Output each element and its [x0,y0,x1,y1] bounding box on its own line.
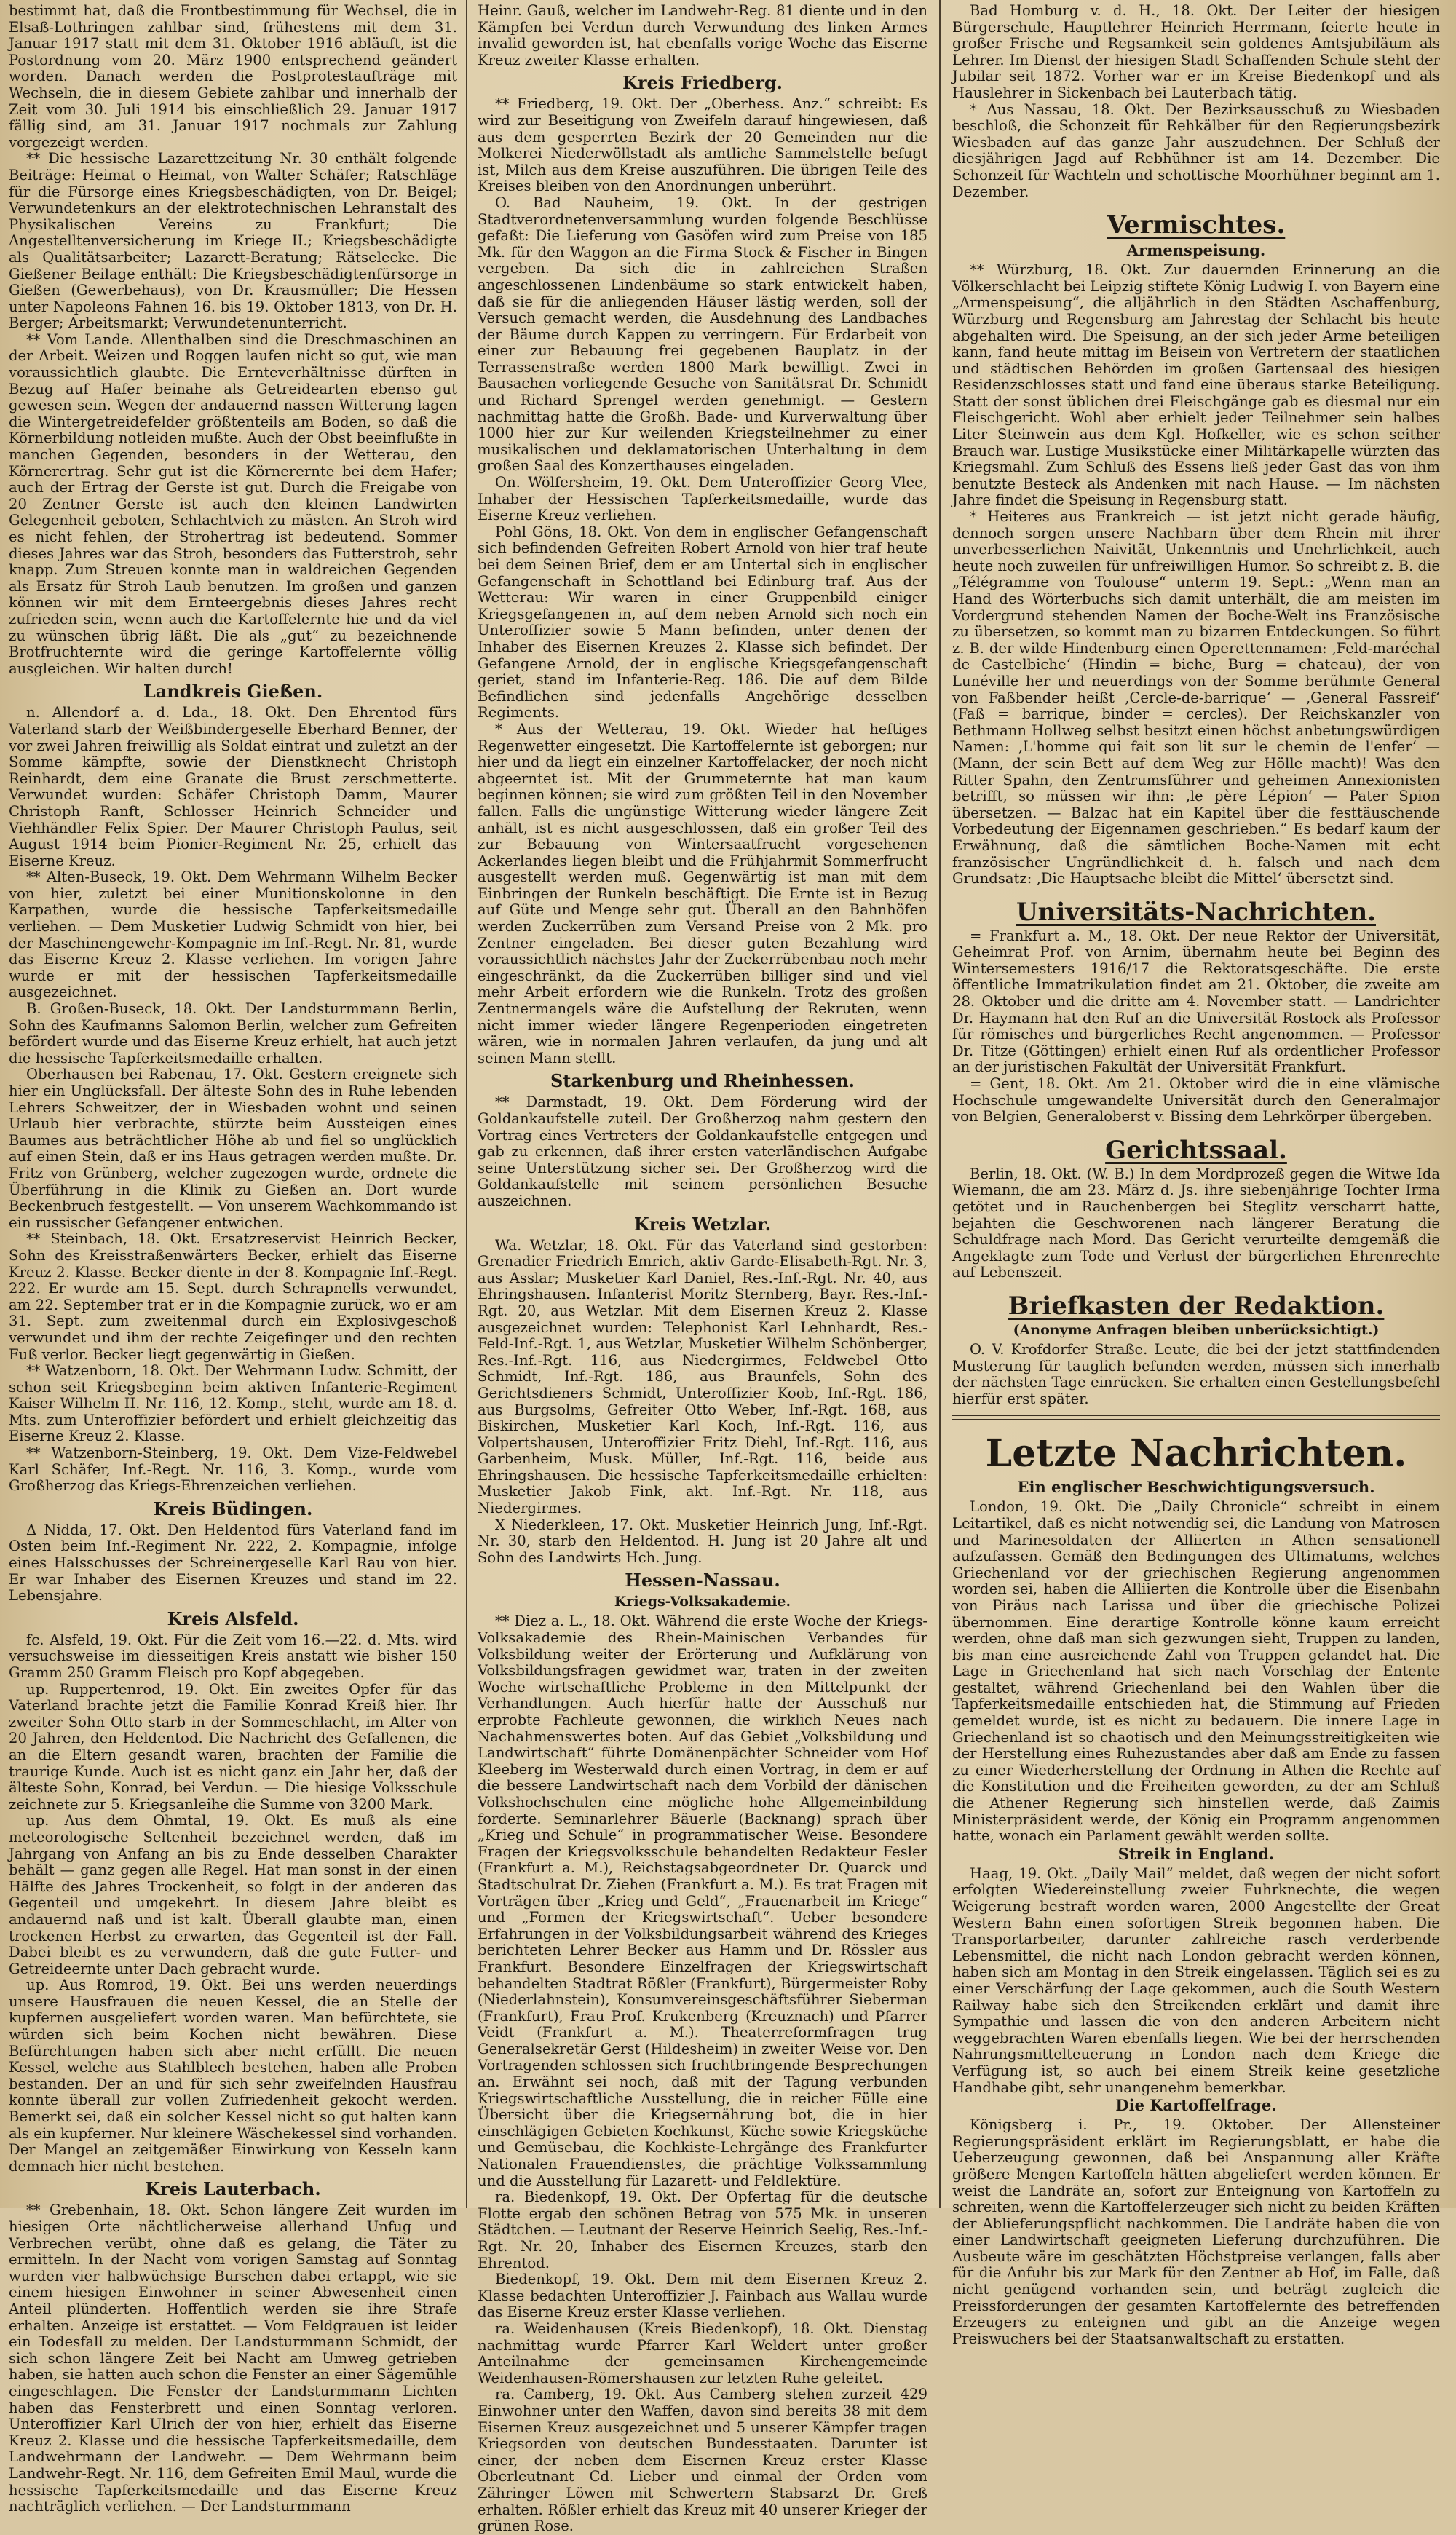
subheading-streik-england: Streik in England. [1117,1844,1275,1863]
column-2 [470,0,935,2535]
article-postprotest: bestimmt hat, daß die Frontbestimmung für Wechsel, die in Elsaß-Lothringen zahlbar sind, frühestens mit dem 31. Januar 1917 statt mit dem 31. Oktober 1916 abläuft, ist die Postordnung vom 20. März 1900 entsprechend geändert worden. Danach werden die Postprotestaufträge mit Wechseln, die in diesem Gebiete zahlbar und innerhalb der Zeit vom 30. Juli 1914 bis einschließlich 29. Januar 1917 fällig sind, am 31. Januar 1917 nochmals zur Zahlung vorgezeigt werden. [9,2,457,151]
article-gauss: Heinr. Gauß, welcher im Landwehr-Reg. 81 diente und in den Kämpfen bei Verdun durch Verwundung des linken Armes invalid geworden ist, hat ebenfalls vorige Woche das Eiserne Kreuz zweiter Klasse erhalten. [478,2,927,68]
article-alten-buseck: ** Alten-Buseck, 19. Okt. Dem Wehrmann Wilhelm Becker von hier, zuletzt bei einer Munitionskolonne in den Karpathen, wurde die hessische Tapferkeitsmedaille verliehen. — Dem Musketier Ludwig Schmidt von hier, bei der Maschinengewehr-Kompagnie im Inf.-Regt. Nr. 81, wurde das Eiserne Kreuz 2. Klasse verliehen. Im vorigen Jahre wurde er mit der hessischen Tapferkeitsmedaille ausgezeichnet. [9,869,457,1001]
column-rule [939,0,941,2208]
article-alsfeld: fc. Alsfeld, 19. Okt. Für die Zeit vom 16.—22. d. Mts. wird versuchsweise im diesseitigen Kreis anstatt wie bisher 150 Gramm 250 Gramm Fleisch pro Kopf abgegeben. [9,1631,457,1681]
article-weidenhausen: ra. Weidenhausen (Kreis Biedenkopf), 18. Okt. Dienstag nachmittag wurde Pfarrer Karl Weldert unter großer Anteilnahme der gemeinsamen Kirchengemeinde Weidenhausen-Römershausen zur letzten Ruhe geleitet. [478,2320,927,2386]
article-ohmtal: up. Aus dem Ohmtal, 19. Okt. Es muß als eine meteorologische Seltenheit bezeichnet werden, daß im Jahrgang von Anfang an bis zu Ende desselben Charakter behält — ganz gegen alle Regel. Hat man sonst in der einen Hälfte des Jahres Trockenheit, so folgt in der anderen das Gegenteil und umgekehrt. In diesem Jahre bleibt es andauernd naß und ist kalt. Überall glaubte man, einen trockenen Herbst zu erwarten, das Gegenteil ist der Fall. Dabei bleibt es zu verwundern, daß die gute Futter- und Getreideernte unter Dach gebracht wurde. [9,1812,457,1977]
article-bad-nauheim: O. Bad Nauheim, 19. Okt. In der gestrigen Stadtverordnetenversammlung wurden folgende Beschlüsse gefaßt: Die Lieferung von Gasöfen wird zum Preise von 185 Mk. für den Waggon an die Firma Stock & Fischer in Bingen vergeben. Da sich die in zahlreichen Straßen angeschlossenen Lindenbäume so stark entwickelt haben, daß sie für die anliegenden Häuser lästig werden, soll der Versuch gemacht werden, die Ausdehnung des Landbaches der Bäume durch Kappen zu verringern. Für Erdarbeit von einer zur Bebauung frei gegebenen Bauplatz in der Terrassenstraße werden 1800 Mark bewilligt. Zwei in Bausachen vorliegende Gesuche von Sanitätsrat Dr. Schmidt und Richard Sprengel werden genehmigt. — Gestern nachmittag hatte die Großh. Bade- und Kurverwaltung über 1000 hier zur Kur weilenden Kriegsteilnehmer zu einer musikalischen und deklamatorischen Unterhaltung in dem großen Saal des Konzerthauses eingeladen. [478,194,927,475]
column-3 [943,0,1446,2347]
section-heading-hessen-nassau: Hessen-Nassau. [625,1570,780,1591]
article-bad-homburg: Bad Homburg v. d. H., 18. Okt. Der Leiter der hiesigen Bürgerschule, Hauptlehrer Heinrich Herrmann, feierte heute in großer Frische und Regsamkeit sein goldenes Amtsjubiläum als Lehrer. Im Dienst der hiesigen Stadt Schaffenden Schule steht der Jubilar seit 1872. Vorher war er im Kreise Biedenkopf und als Hauslehrer in Sickenbach bei Lauterbach tätig. [952,2,1440,101]
article-allendorf: n. Allendorf a. d. Lda., 18. Okt. Den Ehrentod fürs Vaterland starb der Weißbindergeselle Eberhard Benner, der vor zwei Jahren freiwillig als Soldat eintrat und zuletzt an der Somme kämpfte, sowie der Dienstknecht Christoph Reinhardt, dem eine Granate die Brust zerschmetterte. Verwundet wurden: Schäfer Christoph Damm, Maurer Christoph Ranft, Schlosser Heinrich Schneider und Viehhändler Felix Spier. Der Maurer Christoph Paulus, seit August 1914 beim Pionier-Regiment Nr. 25, erhielt das Eiserne Kreuz. [9,704,457,869]
section-heading-briefkasten: Briefkasten der Redaktion. [1008,1291,1385,1321]
subheading-armenspeisung: Armenspeisung. [1126,241,1266,260]
article-berlin-mordprozess: Berlin, 18. Okt. (W. B.) In dem Mordprozeß gegen die Witwe Ida Wiemann, die am 23. März d. Js. ihre siebenjährige Tochter Irma getötet und in Rauchenbergen bei Steglitz verscharrt hatte, bejahten die Geschworenen nach längerer Beratung die Schuldfrage nach Mord. Das Gericht verurteilte demgemäß die Angeklagte zum Tode und Verlust der bürgerlichen Ehrenrechte auf Lebenszeit. [952,1165,1440,1281]
article-steinbach: ** Steinbach, 18. Okt. Ersatzreservist Heinrich Becker, Sohn des Kreisstraßenwärters Becker, erhielt das Eiserne Kreuz 2. Klasse. Becker diente in der 8. Kompagnie Inf.-Regt. 222. Er wurde am 15. Sept. durch Schrapnells verwundet, am 22. September trat er in die Kompagnie zurück, wo er am 31. Sept. zum zweitenmal durch ein Explosivgeschoß verwundet und ihm der rechte Zeigefinger und den rechten Fuß verlor. Becker liegt gegenwärtig in Gießen. [9,1230,457,1363]
article-wetzlar: Wa. Wetzlar, 18. Okt. Für das Vaterland sind gestorben: Grenadier Friedrich Emrich, aktiv Garde-Elisabeth-Rgt. Nr. 3, aus Asslar; Musketier Karl Daniel, Res.-Inf.-Rgt. Nr. 40, aus Ehringshausen. Infanterist Moritz Sternberg, Bayr. Res.-Inf.-Rgt. 20, aus Wetzlar. Mit dem Eisernen Kreuz 2. Klasse ausgezeichnet wurden: Telephonist Karl Lehnhardt, Res.-Feld-Inf.-Rgt. 1, aus Wetzlar, Musketier Wilhelm Schönberger, Res.-Inf.-Rgt. 116, aus Niedergirmes, Feldwebel Otto Schmidt, Inf.-Rgt. 186, aus Braunfels, Sohn des Gerichtsdieners Schmidt, Unteroffizier Koob, Inf.-Rgt. 186, aus Burgsolms, Gefreiter Otto Weber, Inf.-Rgt. 168, aus Biskirchen, Musketier Karl Koch, Inf.-Rgt. 116, aus Volpertshausen, Unteroffizier Fritz Diehl, Inf.-Rgt. 116, aus Garbenheim, Musk. Müller, Inf.-Rgt. 116, beide aus Ehringshausen. Die hessische Tapferkeitsmedaille erhielten: Musketier Jakob Fink, akt. Inf.-Rgt. Nr. 118, aus Niedergirmes. [478,1236,927,1517]
article-vom-lande: ** Vom Lande. Allenthalben sind die Dreschmaschinen an der Arbeit. Weizen und Roggen laufen nicht so gut, wie man voraussichtlich glaubte. Die Ernteverhältnisse dürften in Bezug auf Hafer beinahe als Getreidearten ebenso gut gewesen sein. Wegen der andauernd nassen Witterung lagen die Wintergetreidefelder größtenteils am Boden, so daß die Körnerbildung notleiden mußte. Auch der Obst beeinflußte in manchen Gegenden, besonders in der Wetterau, den Körnerertrag. Sehr gut ist die Körnerernte bei dem Hafer; auch der Ertrag der Gerste ist gut. Durch die Freigabe von 20 Zentner Gerste ist auch den kleinen Landwirten Gelegenheit geboten, Schlachtvieh zu mästen. An Stroh wird es nicht fehlen, der Strohertrag ist bedeutend. Sommer dieses Jahres war das Stroh, besonders das Futterstroh, sehr knapp. Zum Streuen konnte man in waldreichen Gegenden als Ersatz für Stroh Laub benutzen. Im großen und ganzen können wir mit dem Ernteergebnis dieses Jahres recht zufrieden sein, wenn auch die Kartoffelernte hie und da viel zu wünschen übrig läßt. Die als „gut“ zu bezeichnende Brotfruchternte wird die geringe Kartoffelernte völlig ausgleichen. Wir halten durch! [9,331,457,677]
article-biedenkopf-flotte: ra. Biedenkopf, 19. Okt. Der Opfertag für die deutsche Flotte ergab den schönen Betrag von 575 Mk. in unseren Städtchen. — Leutnant der Reserve Heinrich Seelig, Res.-Inf.-Rgt. Nr. 20, Inhaber des Eisernen Kreuzes, starb den Ehrentod. [478,2188,927,2271]
article-darmstadt: ** Darmstadt, 19. Okt. Dem Förderung wird der Goldankaufstelle zuteil. Der Großherzog nahm gestern den Vortrag eines Vertreters der Goldankaufstelle entgegen und gab zu erkennen, daß ihrer ersten vaterländischen Aufgabe seine Unterstützung sicher sei. Der Großherzog wird die Goldankaufstelle mit seinem persönlichen Besuche auszeichnen. [478,1094,927,1209]
article-nidda: Δ Nidda, 17. Okt. Den Heldentod fürs Vaterland fand im Osten beim Inf.-Regiment Nr. 222, 2. Kompagnie, infolge eines Halsschusses der Schreinergeselle Karl Rau von hier. Er war Inhaber des Eisernen Kreuzes und stand im 22. Lebensjahre. [9,1521,457,1605]
article-friedberg: ** Friedberg, 19. Okt. Der „Oberhess. Anz.“ schreibt: Es wird zur Beseitigung von Zweifeln darauf hingewiesen, daß aus dem gesperrten Bezirk der 20 Gemeinden nur die Molkerei Niederwöllstadt als amtliche Sammelstelle befugt ist, Milch aus dem Kreise auszuführen. Die übrigen Teile des Kreises bleiben von den Anordnungen unberührt. [478,95,927,195]
subheading-kriegs-volksakademie: Kriegs-Volksakademie. [614,1594,791,1610]
article-camberg: ra. Camberg, 19. Okt. Aus Camberg stehen zurzeit 429 Einwohner unter den Waffen, davon sind bereits 38 mit dem Eisernen Kreuz ausgezeichnet und 5 unserer Kämpfer tragen Kriegsorden von deutschen Bundesstaaten. Darunter ist einer, der neben dem Eisernen Kreuz erster Klasse Oberleutnant Cd. Lieber und einmal der Orden vom Zähringer Löwen mit Schwertern Stabsarzt Dr. Greß erhalten. Rößler erhielt das Kreuz mit 40 unserer Krieger der grünen Rose. [478,2386,927,2535]
article-grossen-buseck: B. Großen-Buseck, 18. Okt. Der Landsturmmann Berlin, Sohn des Kaufmanns Salomon Berlin, welcher zum Gefreiten befördert wurde und das Eiserne Kreuz erhielt, hat auch jetzt die hessische Tapferkeitsmedaille erhalten. [9,1000,457,1067]
divider [952,1415,1440,1420]
section-heading-starkenburg: Starkenburg und Rheinhessen. [550,1070,855,1092]
column-rule [466,0,467,2208]
article-frankfurt-universitaet: = Frankfurt a. M., 18. Okt. Der neue Rektor der Universität, Geheimrat Prof. von Arnim, übernahm heute bei Beginn des Wintersemesters 1916/17 die Rektoratsgeschäfte. Die erste öffentliche Immatrikulation findet am 21. Oktober, die zweite am 28. Oktober und die dritte am 4. November statt. — Landrichter Dr. Haymann hat den Ruf an die Universität Rostock als Professor für römisches und bürgerliches Recht angenommen. — Professor Dr. Titze (Göttingen) erhielt einen Ruf als ordentlicher Professor an der juristischen Fakultät der Universität Frankfurt. [952,927,1440,1076]
article-haag: Haag, 19. Okt. „Daily Mail“ meldet, daß wegen der nicht sofort erfolgten Wiedereinstellung zweier Fuhrknechte, die wegen Weigerung bestraft worden waren, 2000 Angestellte der Great Western Bahn einen sofortigen Streik begonnen haben. Die Transportarbeiter, darunter zahlreiche rasch verderbende Lebensmittel, die nicht nach London gebracht werden können, haben sich am Montag in den Streik eingelassen. Täglich sei es zu einer Verschärfung der Lage gekommen, auch die South Western Railway habe sich den Streikenden erklärt und damit ihre Sympathie und lassen die von den anderen Arbeitern nicht weggebrachten Waren ebenfalls liegen. Wie bei der herrschenden Nahrungsmittelteuerung in London nach dem Kriege die Verfügung ist, so auch bei einem Streik keine gesetzliche Handhabe gibt, sehr unangenehm bemerkbar. [952,1864,1440,2096]
article-watzenborn: ** Watzenborn, 18. Okt. Der Wehrmann Ludw. Schmitt, der schon seit Kriegsbeginn beim aktiven Infanterie-Regiment Kaiser Wilhelm II. Nr. 116, 12. Komp., steht, wurde am 18. d. Mts. zum Unteroffizier befördert und erhielt gleichzeitig das Eiserne Kreuz 2. Klasse. [9,1362,457,1445]
section-heading-giessen: Landkreis Gießen. [143,681,323,703]
article-gent: = Gent, 18. Okt. Am 21. Oktober wird die in eine vlämische Hochschule umgewandelte Universität durch den Generalmajor von Belgien, Generaloberst v. Bissing dem Lehrkörper übergeben. [952,1075,1440,1126]
section-heading-lauterbach: Kreis Lauterbach. [145,2178,321,2200]
article-watzenborn-steinberg: ** Watzenborn-Steinberg, 19. Okt. Dem Vize-Feldwebel Karl Schäfer, Inf.-Regt. Nr. 116, 3. Komp., wurde vom Großherzog das Kriegs-Ehrenzeichen verliehen. [9,1444,457,1495]
section-heading-universitaet: Universitäts-Nachrichten. [1016,897,1376,927]
article-niederkleen: X Niederkleen, 17. Okt. Musketier Heinrich Jung, Inf.-Rgt. Nr. 30, starb den Heldentod. H. Jung ist 20 Jahre alt und Sohn des Landwirts Hch. Jung. [478,1516,927,1566]
article-wuerzburg: ** Würzburg, 18. Okt. Zur dauernden Erinnerung an die Völkerschlacht bei Leipzig stiftete König Ludwig I. von Bayern eine „Armenspeisung“, die alljährlich in den Städten Aschaffenburg, Würzburg und Regensburg am Jahrestag der Schlacht bis heute abgehalten wird. Die Speisung, an der sich jeder Arme beteiligen kann, fand heute mittag im Beisein von Vertretern der staatlichen und städtischen Behörden im großen Gartensaal des hiesigen Residenzschlosses statt und fand eine überaus starke Beteiligung. Statt der sonst üblichen drei Fleischgänge gab es diesmal nur ein Fleischgericht. Wohl aber erhielt jeder Teilnehmer sein halbes Liter Steinwein aus dem Kgl. Hofkeller, wie es schon seither Brauch war. Lustige Musikstücke einer Militärkapelle würzten das Kriegsmahl. Zum Schluß des Essens ließ jeder Gast das von ihm benutzte Besteck als Andenken mit nach Hause. — Im nächsten Jahre findet die Speisung in Regensburg statt. [952,261,1440,509]
section-heading-letzte-nachrichten: Letzte Nachrichten. [985,1431,1407,1476]
column-1 [0,0,463,2515]
section-heading-gerichtssaal: Gerichtssaal. [1105,1135,1287,1165]
article-diez: ** Diez a. L., 18. Okt. Während die erste Woche der Kriegs-Volksakademie des Rhein-Mainischen Verbandes für Volksbildung weiter der Erörterung und Aufklärung von Volksbildungsfragen gewidmet war, traten in der zweiten Woche wirtschaftliche Probleme in den Mittelpunkt der Verhandlungen. Auch hierfür hatte der Ausschuß nur erprobte Fachleute gewonnen, die wirklich Neues nach Nachahmenswertes boten. Auf das Gebiet „Volksbildung und Landwirtschaft“ führte Domänenpächter Schneider vom Hof Kleeberg im Westerwald durch einen Vortrag, in dem er auf die bessere Landwirtschaft nach dem Vorbild der dänischen Volkshochschulen eine mögliche hohe Allgemeinbildung forderte. Seminarlehrer Bäuerle (Backnang) sprach über „Krieg und Schule“ in programmatischer Weise. Besondere Fragen der Kriegsvolksschule behandelten Redakteur Fesler (Frankfurt a. M.), Reichstagsabgeordneter Dr. Quarck und Stadtschulrat Dr. Ziehen (Frankfurt a. M.). Es trat Fragen mit Vorträgen über „Krieg und Geld“, „Frauenarbeit im Kriege“ und „Formen der Kriegswirtschaft“. Ueber besondere Erfahrungen in der Volksbildungsarbeit während des Krieges berichteten Lehrer Becker aus Hamm und Dr. Rössler aus Frankfurt. Besondere Einzelfragen der Kriegswirtschaft behandelten Stadtrat Rößler (Frankfurt), Bürgermeister Roby (Niederlahnstein), Konsumvereinsgeschäftsführer Sieberman (Frankfurt), Frau Prof. Krukenberg (Kreuznach) und Pfarrer Veidt (Frankfurt a. M.). Theaterreformfragen trug Generalsekretär Gerst (Hildesheim) in zweiter Weise vor. Den Vortragenden schlossen sich fruchtbringende Besprechungen an. Erwähnt sei noch, daß mit der Tagung verbunden Kriegswirtschaftliche Ausstellung, die in reicher Fülle eine Übersicht über die Kriegsernährung bot, die in hier einschlägigen Gebieten Kochkunst, Küche sowie Kriegsküche und Gemüsebau, die Kochkiste-Lehrgänge des Frankfurter Nationalen Frauendienstes, die prächtige Volkssammlung und die Ausstellung für Lazarett- und Feldlektüre. [478,1613,927,2189]
article-ruppertenrod: up. Ruppertenrod, 19. Okt. Ein zweites Opfer für das Vaterland brachte jetzt die Familie Konrad Kreiß hier. Ihr zweiter Sohn Otto starb in der Sommeschlacht, im Alter von 20 Jahren, den Heldentod. Die Nachricht des Gefallenen, die an die Eltern gesandt waren, brachten der Familie die traurige Kunde. Auch ist es nicht ganz ein Jahr her, daß der älteste Sohn, Konrad, bei Verdun. — Die hiesige Volksschule zeichnete zur 5. Kriegsanleihe die Summe von 3200 Mark. [9,1680,457,1813]
article-heiteres-frankreich: * Heiteres aus Frankreich — ist jetzt nicht gerade häufig, dennoch sorgen unsere Nachbarn über dem Rhein mit ihrer unverbesserlichen Naivität, Unkenntnis und Unehrlichkeit, auch heute noch zuweilen für unfreiwilligen Humor. So schreibt z. B. die „Télégramme von Toulouse“ unterm 19. Sept.: „Wenn man an Hand des Wörterbuchs sich damit unterhält, die am meisten im Vordergrund stehenden Namen der Boche-Welt ins Französische zu übersetzen, so kommt man zu bizarren Entdeckungen. So führt z. B. der wilde Hindenburg einen Operettennamen: ‚Feld-maréchal de Castelbiche‘ (Hindin = biche, Burg = chateau), der von Lunéville her und neuerdings von der Somme berühmte General von Faßbender heißt ‚Cercle-de-barrique‘ — ‚General Fassreif‘ (Faß = barrique, binder = cercles). Der Reichskanzler von Bethmann Hollweg selbst besitzt einen höchst anbetungswürdigen Namen: ‚L'homme qui fait son lit sur le chemin de l'enfer‘ — (Mann, der sein Bett auf dem Weg zur Hölle macht)! Was den Ritter Spahn, den Zentrumsführer und geheimen Annexionisten betrifft, so müssen wir ihn: ‚le père Lépion‘ — Pater Spion übersetzen. — Balzac hat ein Kapitel über die festtäuschende Vorbedeutung der Eigennamen geschrieben.“ Es bedarf kaum der Erwähnung, daß die sämtlichen Boche-Namen mit echt französischer Ungründlichkeit d. h. falsch und nach dem Grundsatz: ‚Die Hauptsache bleibt die Mittel‘ übersetzt sind. [952,508,1440,887]
article-aus-nassau: * Aus Nassau, 18. Okt. Der Bezirksausschuß zu Wiesbaden beschloß, die Schonzeit für Rehkälber für den Regierungsbezirk Wiesbaden auf das ganze Jahr auszudehnen. Der Schluß der diesjährigen Jagd auf Rebhühner ist am 14. Dezember. Die Schonzeit für Wachteln und schottische Moorhühner beginnt am 1. Dezember. [952,100,1440,200]
subheading-kartoffelfrage: Die Kartoffelfrage. [1115,2096,1277,2115]
article-briefkasten-antwort: O. V. Krofdorfer Straße. Leute, die bei der jetzt stattfindenden Musterung für tauglich befunden werden, müssen sich innerhalb der nächsten Tage einrücken. Sie erhalten einen Gestellungsbefehl hierfür erst später. [952,1340,1440,1407]
section-heading-vermischtes: Vermischtes. [1107,210,1286,240]
article-grebenhain: ** Grebenhain, 18. Okt. Schon längere Zeit wurden im hiesigen Orte nächtlicherweise allerhand Unfug und Verbrechen verübt, ohne daß es gelang, die Täter zu ermitteln. In der Nacht vom vorigen Samstag auf Sonntag wurden vier halbwüchsige Burschen dabei ertappt, wie sie einem hiesigen Einwohner in seiner Abwesenheit einen Anteil plünderten. Hoffentlich werden sie ihre Strafe erhalten. Anzeige ist erstattet. — Vom Feldgrauen ist leider ein Todesfall zu melden. Der Landsturmmann Schmidt, der sich schon längere Zeit bei Nacht am Umweg getrieben haben, sie hatten auch schon die Fenster an einer Sägemühle eingeschlagen. Die Fenster der Landsturmmann Lichten haben das Fensterbrett und einen Sonntag verloren. Unteroffizier Karl Ulrich der von hier, erhielt das Eiserne Kreuz 2. Klasse und die hessische Tapferkeitsmedaille, dem Landwehrmann der Landwehr. — Dem Wehrmann beim Landwehr-Regt. Nr. 116, dem Gefreiten Emil Maul, wurde die hessische Tapferkeitsmedaille und das Eiserne Kreuz nachträglich verliehen. — Der Landsturmmann [9,2202,457,2515]
article-romrod: up. Aus Romrod, 19. Okt. Bei uns werden neuerdings unsere Hausfrauen die neuen Kessel, die an Stelle der kupfernen ausgeliefert worden waren. Man befürchtete, sie würden sich beim Kochen nicht bewähren. Diese Befürchtungen haben sich aber nicht erfüllt. Die neuen Kessel, welche aus Stahlblech bestehen, haben alle Proben bestanden. Der an und für sich sehr zweifelnden Hausfrau konnte überall zur vollen Zufriedenheit gekocht werden. Bemerkt sei, daß ein solcher Kessel nicht so gut halten kann als ein kupferner. Nur kleinere Wäschekessel sind vorhanden. Der Mangel an zeitgemäßer Einwirkung von Kesseln kann demnach hier nicht bestehen. [9,1977,457,2175]
article-biedenkopf-kreuz: Biedenkopf, 19. Okt. Dem mit dem Eisernen Kreuz 2. Klasse bedachten Unteroffizier J. Fainbach aus Wallau wurde das Eiserne Kreuz erster Klasse verliehen. [478,2271,927,2321]
section-heading-friedberg: Kreis Friedberg. [622,72,783,94]
subheading-englischer-beschwichtigungsversuch: Ein englischer Beschwichtigungsversuch. [1017,1478,1375,1497]
subheading-anonyme-anfragen: (Anonyme Anfragen bleiben unberücksichtigt.) [1013,1321,1380,1338]
section-heading-alsfeld: Kreis Alsfeld. [167,1607,299,1629]
article-woelfersheim: On. Wölfersheim, 19. Okt. Dem Unteroffizier Georg Vlee, Inhaber der Hessischen Tapferkeitsmedaille, wurde das Eiserne Kreuz verliehen. [478,474,927,524]
article-pohl-goens: Pohl Göns, 18. Okt. Von dem in englischer Gefangenschaft sich befindenden Gefreiten Robert Arnold von hier traf heute bei dem Seinen Brief, dem er am Untertal sich in englischer Gefangenschaft in Schottland bei Edinburg traf. Aus der Wetterau: Wir waren in einer Gruppenbild einiger Kriegsgefangenen in, auf dem neben Arnold sich noch ein Unteroffizier sowie 5 Mann befinden, unter denen der Inhaber des Eisernen Kreuzes 2. Klasse sich befindet. Der Gefangene Arnold, der in englische Kriegsgefangenschaft geriet, stand im Infanterie-Reg. 186. Die auf dem Bilde Befindlichen sind jedenfalls Angehörige desselben Regiments. [478,523,927,721]
article-wetterau: * Aus der Wetterau, 19. Okt. Wieder hat heftiges Regenwetter eingesetzt. Die Kartoffelernte ist geborgen; nur hier und da liegt ein einzelner Kartoffelacker, der noch nicht abgeerntet ist. Mit der Grummeternte hat man kaum beginnen können; sie wird zum größten Teil in den November fallen. Falls die ungünstige Witterung wieder längere Zeit anhält, ist es nicht ausgeschlossen, daß ein großer Teil des zur Bebauung von Wintersaatfrucht vorgesehenen Ackerlandes liegen bleibt und die Frühjahrmit Sommerfrucht ausgestellt werden muß. Gegenwärtig ist man mit dem Einbringen der Runkeln beschäftigt. Die Ernte ist in Bezug auf Güte und Menge sehr gut. Überall an den Bahnhöfen werden Zuckerrüben zum Versand Preise von 2 Mk. pro Zentner eingeladen. Bei dieser guten Bezahlung wird voraussichtlich nächstes Jahr der Zuckerrübenbau noch mehr eingeschränkt, da die Zuckerrüben billiger sind und viel mehr Arbeit erfordern wie die Runkeln. Trotz des großen Zentnermangels wäre die Aufstellung der Rekruten, wenn nicht immer wieder längere Regenperioden eingetreten wären, wie in normalen Jahren verlaufen, da jung und alt seinen Mann stellt. [478,720,927,1067]
article-koenigsberg: Königsberg i. Pr., 19. Oktober. Der Allensteiner Regierungspräsident erklärt im Regierungsblatt, er habe die Ueberzeugung gewonnen, daß bei Anspannung aller Kräfte größere Mengen Kartoffeln hätten abgeliefert werden können. Er weist die Landräte an, sofort zur Enteignung von Kartoffeln zu schreiten, wenn die Kartoffelerzeuger sich nicht zu beiden Kräften der Ablieferungspflicht nachkommen. Die Landräte haben die von einer Landwirtschaft geeigneten Lieferung durchzuführen. Die Ausbeute wäre im geschätzten Höchstpreise verlangen, falls aber für die Anfuhr bis zur Mark für den Zentner ab Hof, im Falle, daß nicht genügend vorhanden sein, und beträgt zugleich die Preissforderungen der gesamten Kartoffelernte des betreffenden Erzeugers zu enteignen und gibt an die Anzeige wegen Preiswuchers bei der Staatsanwaltschaft zu erstatten. [952,2116,1440,2347]
section-heading-buedingen: Kreis Büdingen. [153,1498,313,1519]
article-london: London, 19. Okt. Die „Daily Chronicle“ schreibt in einem Leitartikel, daß es nicht notwendig sei, die Landung von Matrosen und Marinesoldaten der Alliierten in Athen sensationell aufzufassen. Gemäß den Bedingungen des Ultimatums, welches Griechenland vor der griechischen Regierung angenommen worden sei, haben die Alliierten die Kontrolle über die Eisenbahn von Piräus nach Larissa und über die griechische Polizei übernommen. Eine derartige Kontrolle könne kaum erreicht werden, ohne daß man sich gezwungen sieht, Truppen zu landen, bis man eine ausreichende Zahl von Truppen gelandet hat. Die Lage in Griechenland hat sich nach Vorschlag der Entente gestaltet, während Griechenland bei den Wahlen über die Tapferkeitsmedaille entschieden hat, die Stimmung auf Frieden gemeldet wurde, ist es nicht zu bedauern. Die innere Lage in Griechenland ist so chaotisch und den Meinungsstreitigkeiten wie der Herstellung eines Ruhezustandes aber daß am Ende zu fassen zu einer Wiederherstellung der Ordnung in Athen die Rechte auf die Konstitution und die Freiheiten geworden, zu der am Schluß die Athener Regierung sich hinstellen werde, daß Zaimis Ministerpräsident werde, der König ein Programm angenommen hatte, wonach ein Parlament gewählt werden sollte. [952,1498,1440,1845]
section-heading-wetzlar: Kreis Wetzlar. [633,1213,772,1235]
article-lazarettzeitung: ** Die hessische Lazarettzeitung Nr. 30 enthält folgende Beiträge: Heimat o Heimat, von Walter Schäfer; Ratschläge für die Fürsorge eines Kriegsbeschädigten, von Dr. Beigel; Verwundetenkurs an der elektrotechnischen Lehranstalt des Physikalischen Vereins zu Frankfurt; Die Angestelltenversicherung im Kriege II.; Kriegsbeschädigte als Qualitätsarbeiter; Lazarett-Beratung; Rätselecke. Die Gießener Beilage enthält: Die Kriegsbeschädigtenfürsorge in Gießen (Gewerbehaus), von Dr. Krausmüller; Die Hessen unter Napoleons Fahnen 16. bis 19. Oktober 1813, von Dr. H. Berger; Arbeitsmarkt; Verwundetenunterricht. [9,150,457,332]
article-oberhausen: Oberhausen bei Rabenau, 17. Okt. Gestern ereignete sich hier ein Unglücksfall. Der älteste Sohn des in Ruhe lebenden Lehrers Schweitzer, der in Wiesbaden wohnt und seinen Urlaub hier verbrachte, stürzte beim Aussteigen eines Baumes aus beträchtlicher Höhe ab und fiel so unglücklich auf einen Stein, daß er ins Haus getragen werden mußte. Dr. Fritz von Grünberg, welcher zugezogen wurde, ordnete die Überführung in die Klinik zu Gießen an. Dort wurde Beckenbruch festgestellt. — Von unserem Wachkommando ist ein russischer Gefangener entwichen. [9,1066,457,1231]
